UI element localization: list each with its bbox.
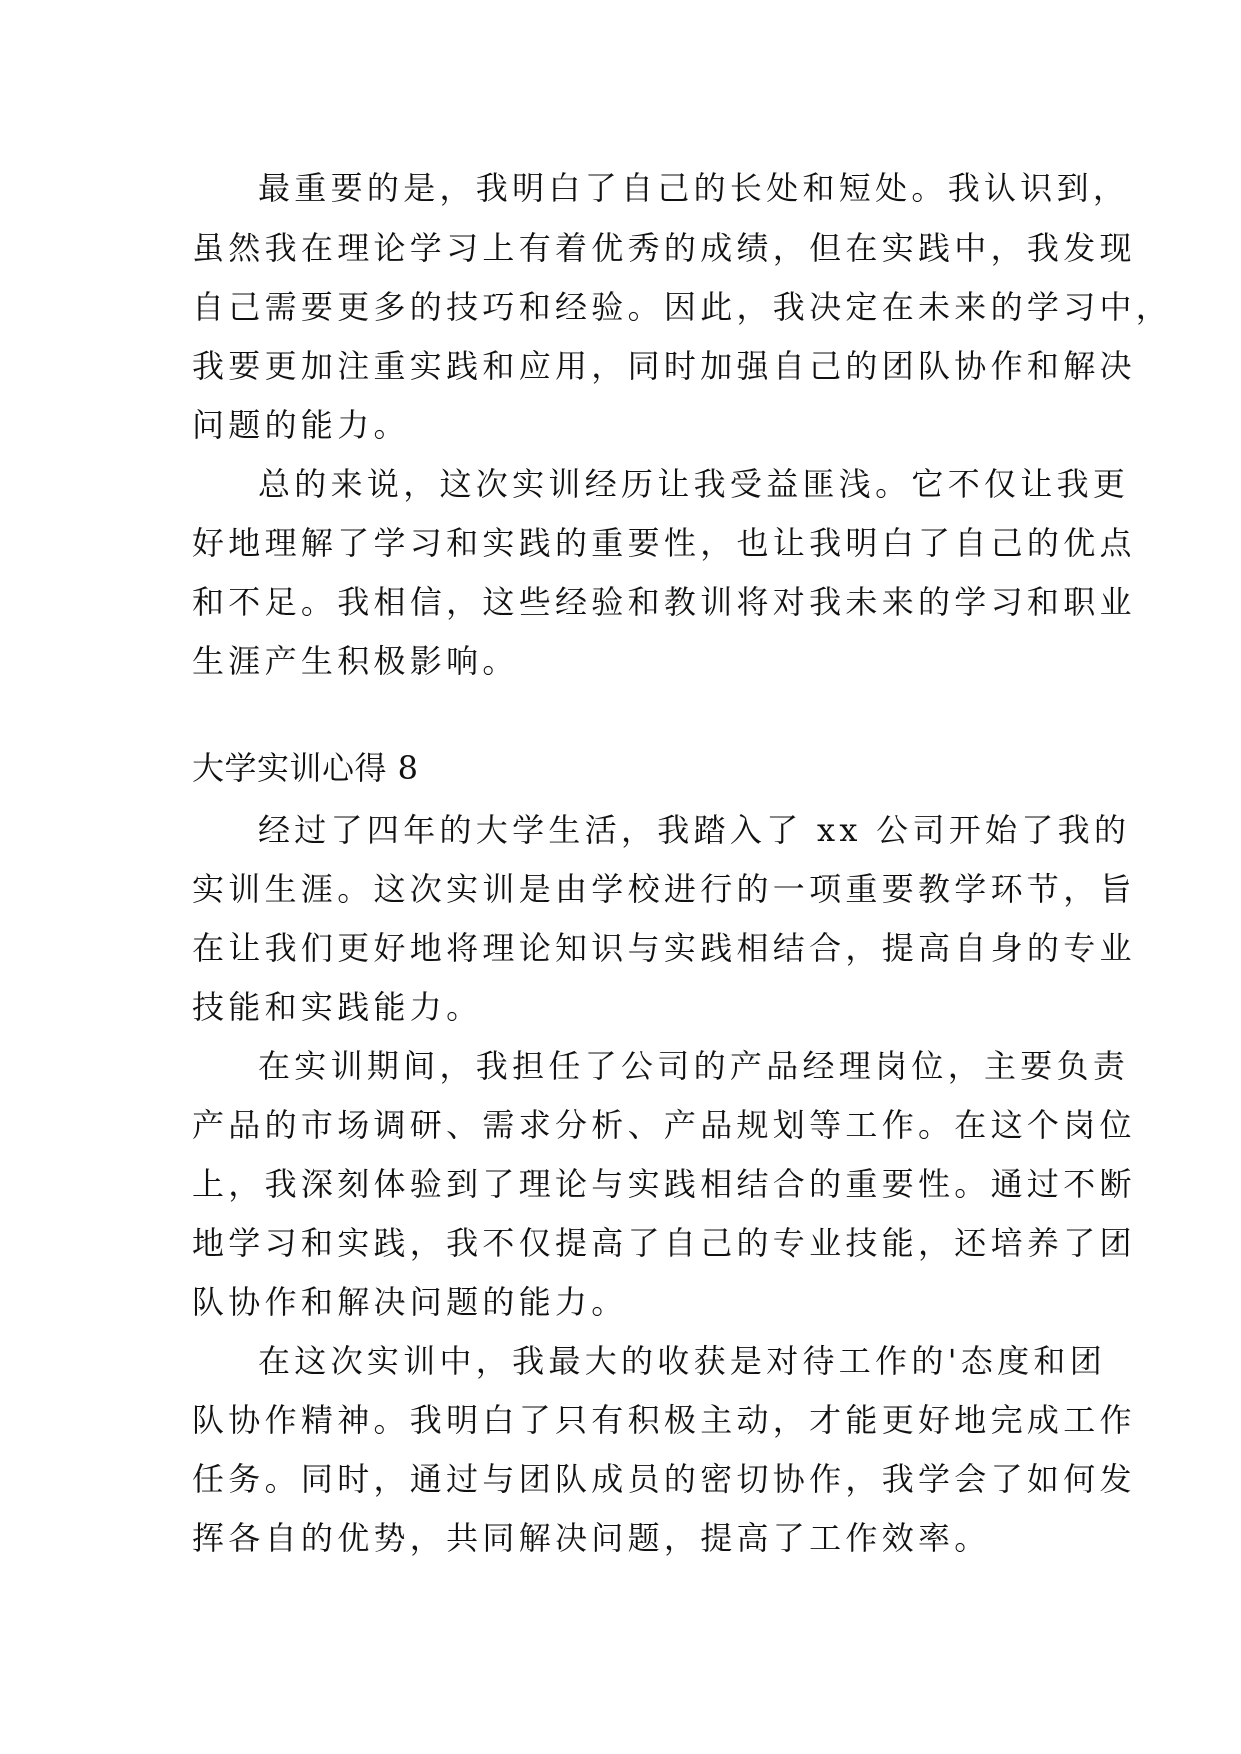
paragraph-line: 问题的能力。 [192, 406, 410, 444]
paragraph-line: 技能和实践能力。 [192, 988, 483, 1026]
paragraph-line: 挥各自的优势，共同解决问题，提高了工作效率。 [192, 1519, 991, 1557]
paragraph-line: 我要更加注重实践和应用，同时加强自己的团队协作和解决 [192, 347, 1136, 385]
paragraph-line: 总的来说，这次实训经历让我受益匪浅。它不仅让我更 [258, 465, 1130, 503]
paragraph-line: 实训生涯。这次实训是由学校进行的一项重要教学环节，旨 [192, 870, 1136, 908]
paragraph-line: 在让我们更好地将理论知识与实践相结合，提高自身的专业 [192, 929, 1136, 967]
paragraph-line: 好地理解了学习和实践的重要性，也让我明白了自己的优点 [192, 524, 1136, 562]
paragraph-line: 队协作精神。我明白了只有积极主动，才能更好地完成工作 [192, 1401, 1136, 1439]
paragraph-line: 最重要的是，我明白了自己的长处和短处。我认识到， [258, 169, 1130, 207]
section-heading: 大学实训心得 8 [192, 749, 419, 787]
paragraph-line: 和不足。我相信，这些经验和教训将对我未来的学习和职业 [192, 583, 1136, 621]
paragraph-line: 经过了四年的大学生活，我踏入了 xx 公司开始了我的 [258, 811, 1131, 849]
paragraph-line: 虽然我在理论学习上有着优秀的成绩，但在实践中，我发现 [192, 229, 1136, 267]
paragraph-line: 在实训期间，我担任了公司的产品经理岗位，主要负责 [258, 1047, 1130, 1085]
paragraph-line: 自己需要更多的技巧和经验。因此，我决定在未来的学习中， [192, 288, 1173, 326]
paragraph-line: 队协作和解决问题的能力。 [192, 1283, 628, 1321]
paragraph-line: 地学习和实践，我不仅提高了自己的专业技能，还培养了团 [192, 1224, 1136, 1262]
paragraph-line: 任务。同时，通过与团队成员的密切协作，我学会了如何发 [192, 1460, 1136, 1498]
paragraph-line: 上，我深刻体验到了理论与实践相结合的重要性。通过不断 [192, 1165, 1136, 1203]
paragraph-line: 产品的市场调研、需求分析、产品规划等工作。在这个岗位 [192, 1106, 1136, 1144]
paragraph-line: 生涯产生积极影响。 [192, 642, 519, 680]
paragraph-line: 在这次实训中，我最大的收获是对待工作的'态度和团 [258, 1342, 1106, 1380]
